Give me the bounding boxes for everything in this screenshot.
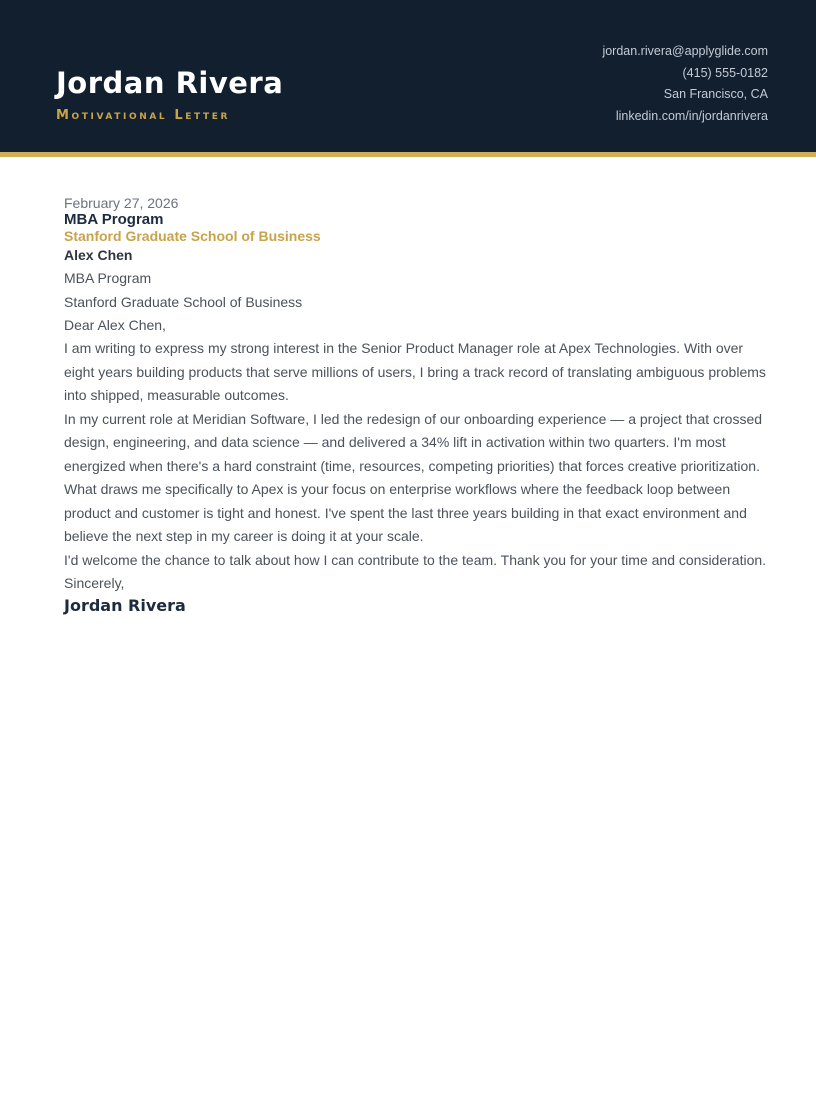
header-identity — [56, 40, 283, 123]
contact-phone: (415) 555-0182 — [682, 65, 768, 80]
letter-paragraph-3: What draws me specifically to Apex is your focus on enterprise workflows where the feedback loop between product and customer is tight and honest. I've spent the last three years building in that exact environment and believe the next step in my career is doing it at your scale. — [64, 481, 747, 545]
recipient-name: Alex Chen — [64, 247, 133, 263]
recipient-contact-block — [64, 244, 768, 314]
letter-paragraph-1: I am writing to express my strong interest in the Senior Product Manager role at Apex Technologies. With over eight years building products that serve millions of users, I bring a track record of translating ambiguous problems into shipped, measurable outcomes. — [64, 340, 766, 404]
contact-info — [602, 41, 768, 127]
letter-header — [0, 0, 816, 157]
signature: Jordan Rivera — [64, 595, 186, 615]
contact-linkedin: linkedin.com/in/jordanrivera — [615, 108, 768, 123]
letter-body — [0, 157, 816, 675]
recipient-org-name: Stanford Graduate School of Business — [64, 293, 303, 310]
contact-location: San Francisco, CA — [663, 87, 768, 101]
recipient-organization — [64, 211, 768, 244]
recipient-program: MBA Program — [64, 211, 164, 228]
salutation: Dear Alex Chen, — [64, 316, 166, 333]
recipient-role: MBA Program — [64, 270, 152, 287]
document-subtitle: Motivational Letter — [56, 107, 230, 123]
letter-paragraph-4: I'd welcome the chance to talk about how I can contribute to the team. Thank you for your time and consideration. — [64, 551, 767, 568]
person-name: Jordan Rivera — [56, 66, 284, 100]
closing: Sincerely, — [64, 575, 125, 592]
contact-email: jordan.rivera@applyglide.com — [602, 44, 768, 58]
recipient-school: Stanford Graduate School of Business — [64, 228, 321, 244]
letter-paragraph-2: In my current role at Meridian Software, I led the redesign of our onboarding experience — a project that crossed design, engineering, and data science — and delivered a 34% lift in activation within two quarters. I'm most energized when there's a hard constraint (time, resources, competing priorities) that forces creative prioritization. — [64, 410, 763, 474]
letter-date: February 27, 2026 — [64, 195, 179, 211]
